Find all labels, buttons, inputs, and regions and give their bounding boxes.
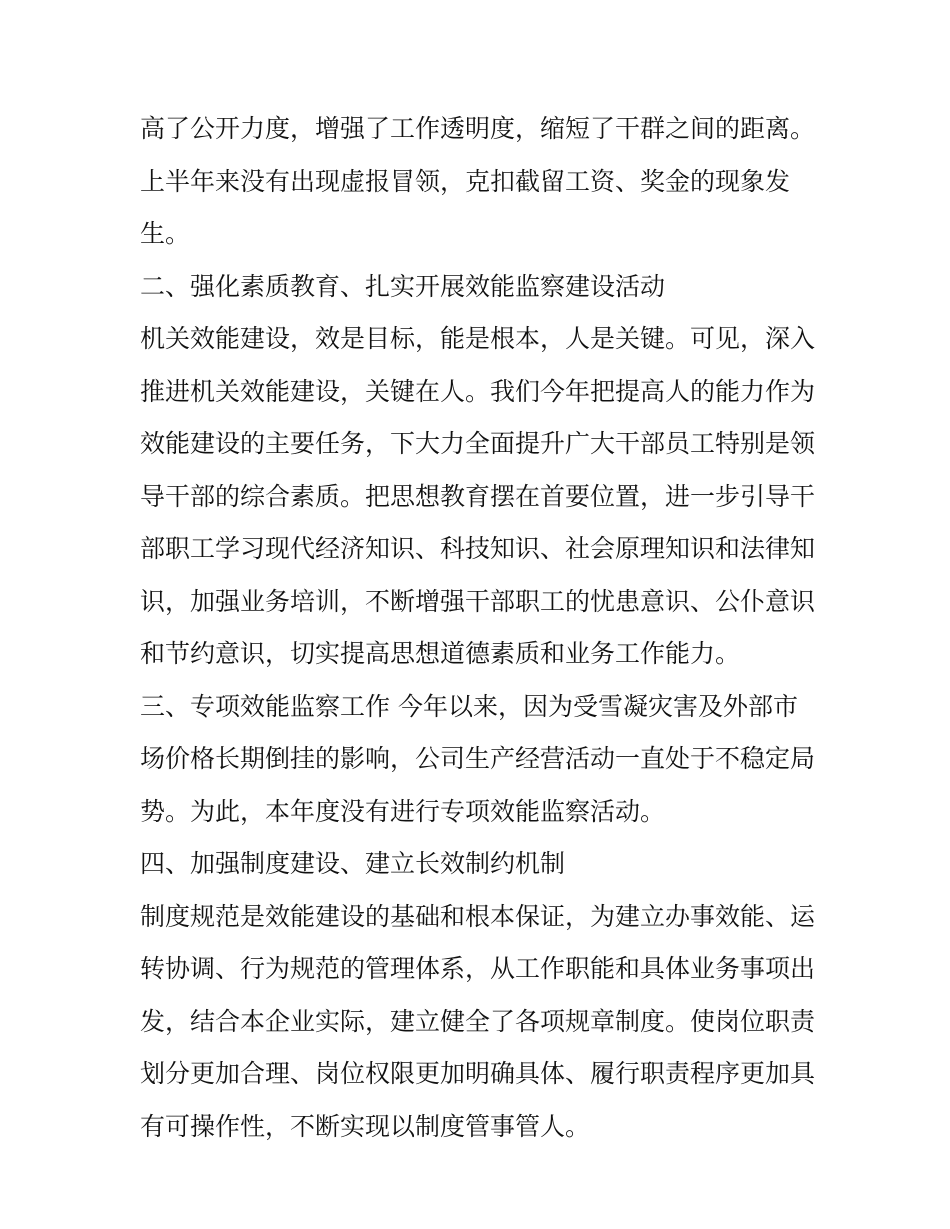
text-line: 部职工学习现代经济知识、科技知识、社会原理知识和法律知 [140, 534, 816, 563]
text-line: 和节约意识，切实提高思想道德素质和业务工作能力。 [140, 639, 741, 668]
text-line: 高了公开力度，增强了工作透明度，缩短了干群之间的距离。 [140, 114, 816, 143]
text-line: 效能建设的主要任务，下大力全面提升广大干部员工特别是领 [140, 429, 816, 458]
text-line: 划分更加合理、岗位权限更加明确具体、履行职责程序更加具 [140, 1059, 816, 1088]
text-line: 生。 [140, 219, 191, 248]
text-line: 推进机关效能建设，关键在人。我们今年把提高人的能力作为 [140, 376, 816, 406]
section-heading: 二、强化素质教育、扎实开展效能监察建设活动 [140, 271, 666, 301]
text-line: 有可操作性，不断实现以制度管事管人。 [140, 1111, 591, 1141]
section-heading: 三、专项效能监察工作 今年以来，因为受雪凝灾害及外部市 [140, 691, 798, 721]
text-line: 导干部的综合素质。把思想教育摆在首要位置，进一步引导干 [140, 481, 816, 511]
section-heading: 四、加强制度建设、建立长效制约机制 [140, 849, 566, 878]
text-line: 机关效能建设，效是目标，能是根本，人是关键。可见，深入 [140, 324, 816, 353]
text-line: 场价格长期倒挂的影响，公司生产经营活动一直处于不稳定局 [140, 744, 816, 773]
text-line: 势。为此，本年度没有进行专项效能监察活动。 [140, 796, 666, 826]
text-line: 上半年来没有出现虚报冒领，克扣截留工资、奖金的现象发 [140, 166, 791, 196]
text-line: 识，加强业务培训，不断增强干部职工的忧患意识、公仆意识 [140, 586, 816, 616]
text-line: 发，结合本企业实际，建立健全了各项规章制度。使岗位职责 [140, 1006, 816, 1036]
text-line: 转协调、行为规范的管理体系，从工作职能和具体业务事项出 [140, 954, 816, 983]
text-line: 制度规范是效能建设的基础和根本保证，为建立办事效能、运 [140, 901, 816, 931]
document-body [140, 103, 820, 1153]
